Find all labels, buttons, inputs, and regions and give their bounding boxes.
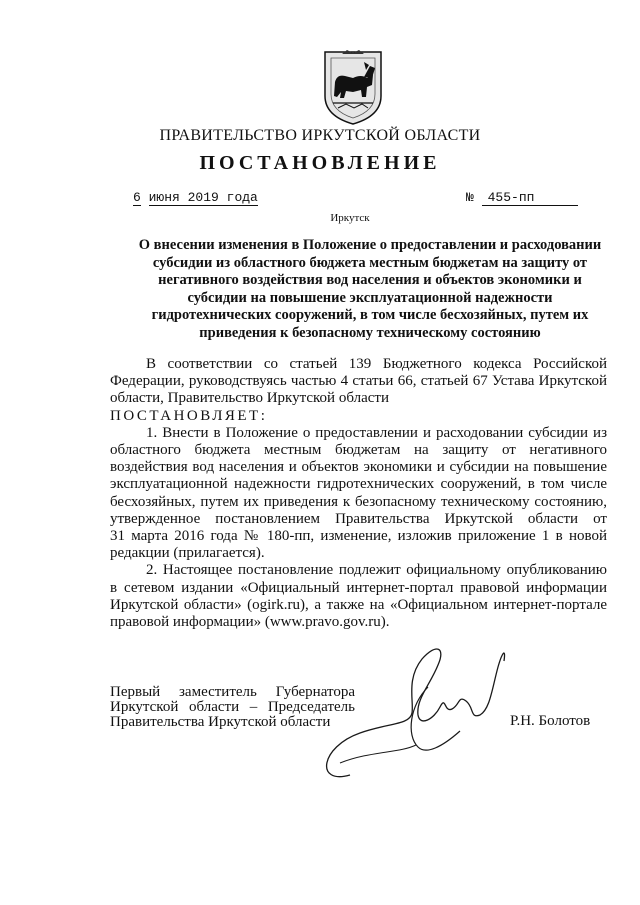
resolves-heading: ПОСТАНОВЛЯЕТ:: [110, 407, 268, 424]
item1-line: бесхозяйных, путем их приведения к безопасному техническому состоянию,: [110, 493, 607, 510]
item1-line: 1. Внести в Положение о предоставлении и расходовании субсидии из: [146, 424, 607, 441]
irkutsk-coat-of-arms-icon: [320, 48, 386, 126]
title-line: приведения к безопасному техническому состоянию: [199, 324, 541, 341]
item2-line: 2. Настоящее постановление подлежит официальному опубликованию: [146, 562, 607, 579]
item2-line: Иркутской области» (ogirk.ru), а также на «Официальном интернет-портале: [110, 596, 607, 613]
handwritten-signature-icon: [310, 635, 520, 785]
government-name: ПРАВИТЕЛЬСТВО ИРКУТСКОЙ ОБЛАСТИ: [159, 127, 481, 144]
document-type: ПОСТАНОВЛЕНИЕ: [199, 152, 441, 174]
title-line: гидротехнических сооружений, в том числе бесхозяйных, путем их: [151, 307, 589, 323]
item2-line: правовой информации» (www.pravo.gov.ru).: [110, 614, 390, 631]
document-title: [110, 237, 630, 342]
position-line: Первый заместитель Губернатора: [110, 684, 355, 700]
item1-line: воздействия вод населения и объектов экономики и субсидии на повышение: [110, 459, 607, 476]
date-month: июня 2019 года: [148, 190, 258, 205]
item1-line: эксплуатационной надежности гидротехнических сооружений, в том числе: [110, 476, 607, 493]
title-line: субсидии на повышение эксплуатационной надежности: [187, 289, 553, 306]
title-line: О внесении изменения в Положение о предоставлении и расходовании: [138, 237, 602, 253]
item2-line: в сетевом издании «Официальный интернет-портал правовой информации: [110, 579, 607, 596]
position-line: Иркутской области – Председатель: [110, 699, 355, 715]
title-line: негативного воздействия вод населения и объектов экономики и: [158, 272, 582, 288]
preamble-line: области, Правительство Иркутской области: [110, 390, 389, 407]
document-number: [466, 190, 578, 206]
number-sign: №: [466, 190, 474, 205]
city: Иркутск: [330, 212, 370, 224]
title-line: субсидии из областного бюджета местным бюджетам на защиту от: [152, 254, 588, 271]
number-value: 455-пп: [482, 190, 578, 206]
preamble-line: В соответствии со статьей 139 Бюджетного кодекса Российской: [146, 356, 607, 372]
preamble-line: Федерации, руководствуясь частью 4 статьи 66, статьей 67 Устава Иркутской: [110, 373, 607, 390]
document-body: [110, 356, 607, 631]
item1-line: областного бюджета местным бюджетам на защиту от негативного: [110, 442, 607, 459]
item1-line: 31 марта 2016 года № 180-пп, изменение, изложив приложение 1 в новой: [110, 528, 607, 545]
item1-line: утвержденное постановлением Правительства Иркутской области от: [110, 510, 607, 527]
item1-line: редакции (прилагается).: [110, 545, 265, 562]
position-line: Правительства Иркутской области: [110, 714, 331, 730]
signer-name: Р.Н. Болотов: [510, 713, 591, 729]
date-day: 6: [133, 190, 141, 205]
document-date: [133, 190, 258, 205]
